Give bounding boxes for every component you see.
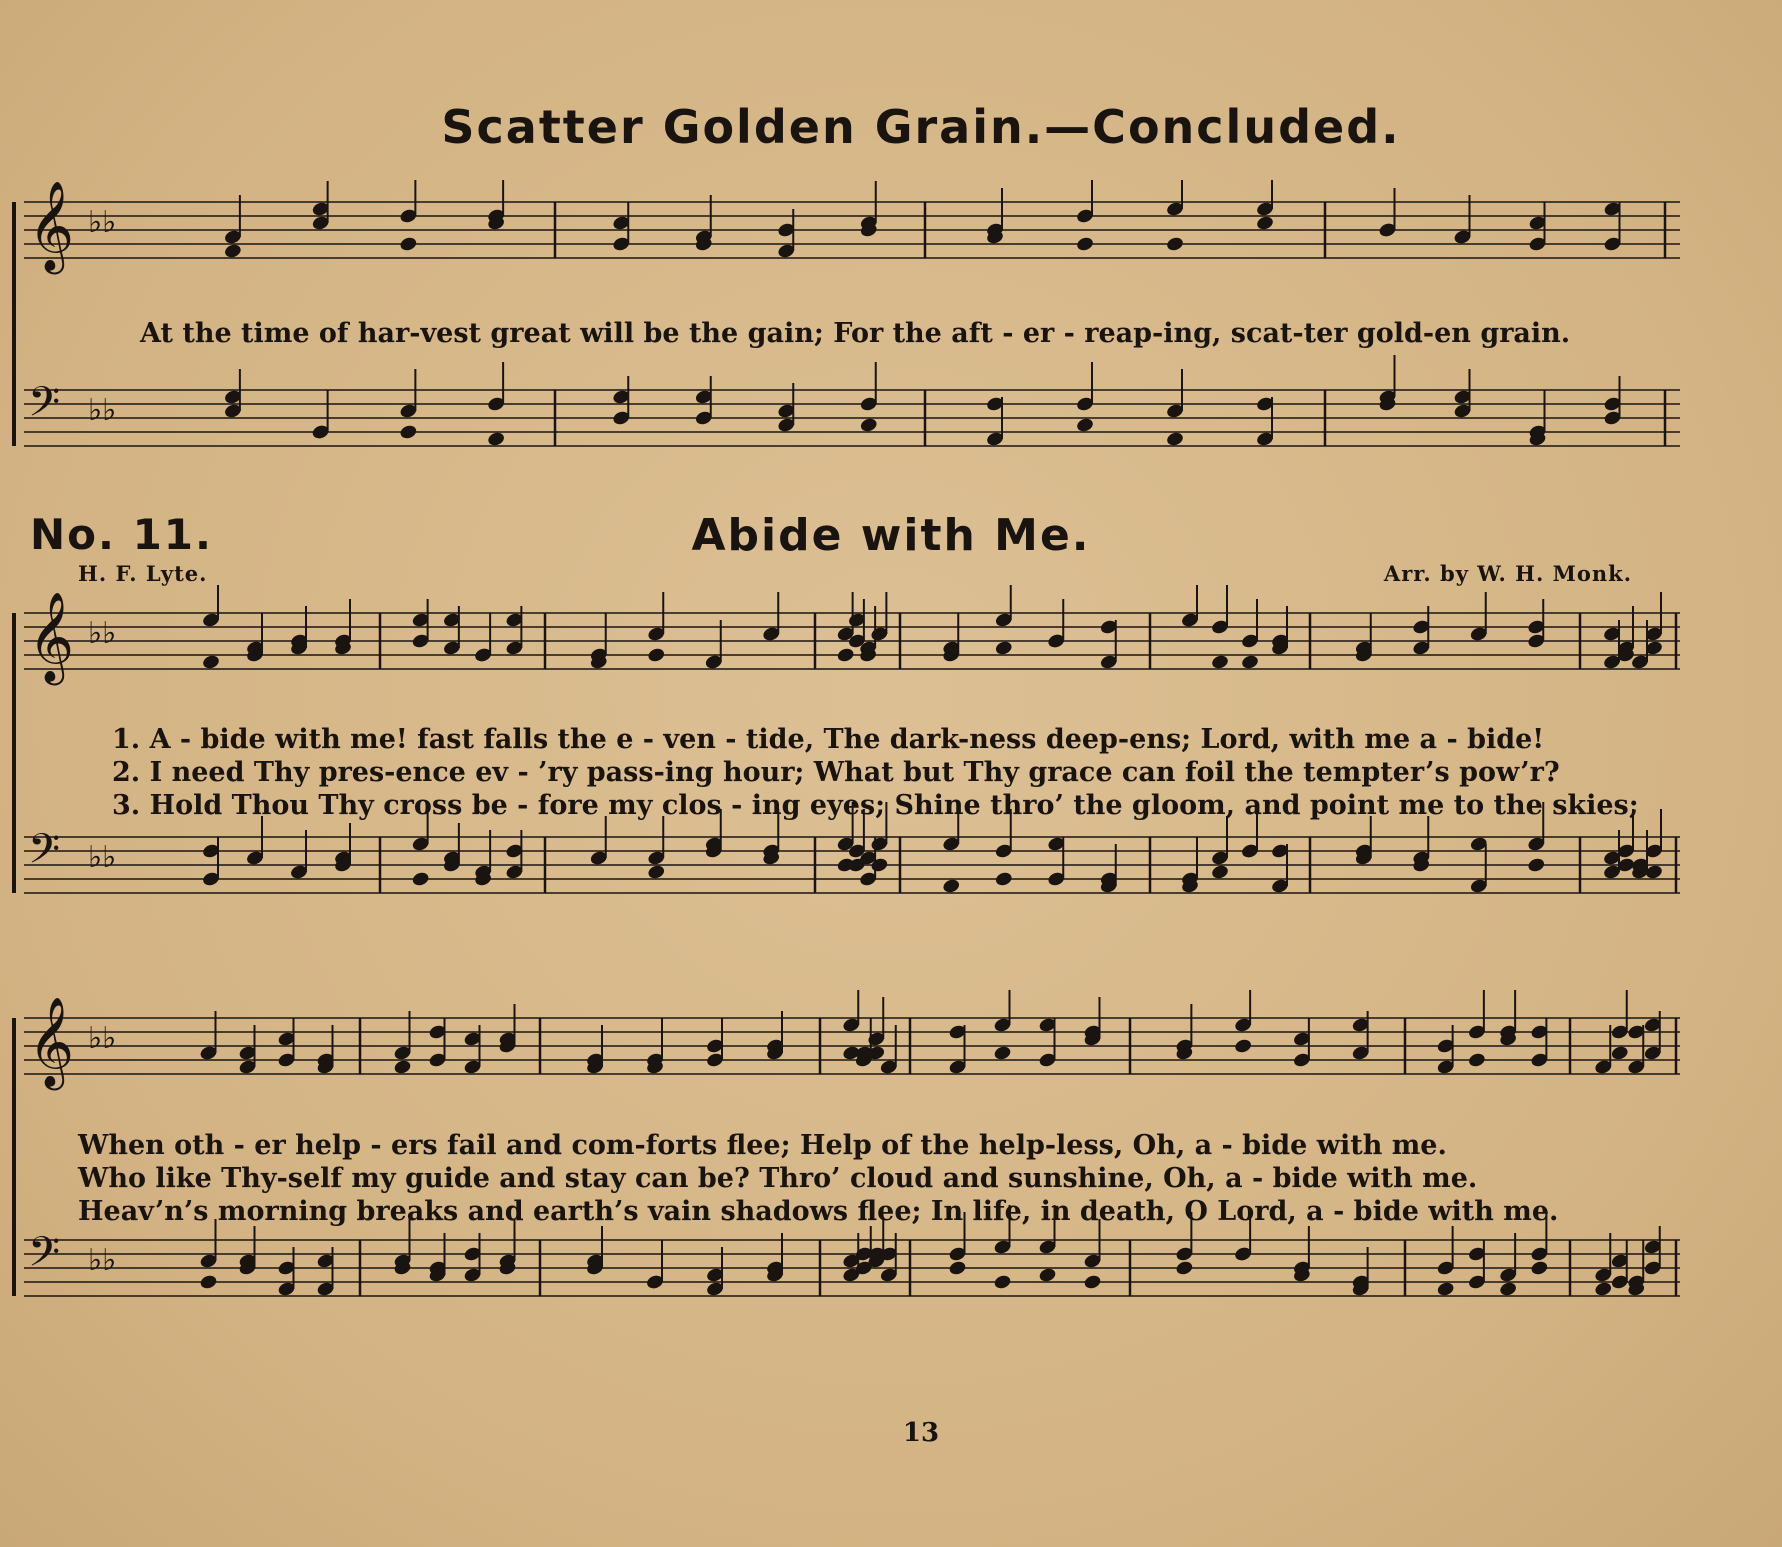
notehead [993,1045,1012,1062]
notehead [942,878,961,895]
verse-3-line-2: Heav’n’s morning breaks and earth’s vain shadows flee; In life, in death, O Lord, a - bide with me. [78,1196,1559,1227]
hymn-title: Abide with Me. [691,510,1091,561]
notehead [399,236,418,253]
notehead [1530,1260,1549,1277]
hymn-author: H. F. Lyte. [78,561,208,586]
treble-staff [24,990,1680,1091]
notehead [1038,1267,1057,1284]
bass-staff [24,355,1680,447]
notehead [1165,431,1184,448]
notehead [411,871,430,888]
treble-staff [24,585,1680,686]
key-signature-flats-icon: ♭♭ [88,205,117,240]
notehead [1175,1260,1194,1277]
verse-2-line-2: Who like Thy-self my guide and stay can be? Thro’ cloud and sunshine, Oh, a - bide with me. [78,1163,1478,1194]
notehead [199,1274,218,1291]
notehead [1083,1274,1102,1291]
key-signature-flats-icon: ♭♭ [88,616,117,651]
notehead [1075,236,1094,253]
treble-clef-icon: 𝄞 [28,592,75,682]
verse-1-line-2: When oth - er help - ers fail and com-forts flee; Help of the help-less, Oh, a - bide with me. [78,1130,1447,1161]
verse-2-line-1: 2. I need Thy pres-ence ev - ’ry pass-ing hour; What but Thy grace can foil the tempter’s pow’r? [112,757,1560,788]
notehead [1610,1045,1629,1062]
notehead [487,431,506,448]
notehead [1467,1052,1486,1069]
bass-clef-icon: 𝄢 [28,825,61,883]
notehead [223,243,242,260]
notehead [399,424,418,441]
key-signature-flats-icon: ♭♭ [88,1243,117,1278]
notehead [1210,864,1229,881]
notehead [994,640,1013,657]
notehead [393,1059,412,1076]
notehead [1436,1281,1455,1298]
continued-song-title: Scatter Golden Grain.—Concluded. [441,100,1401,154]
continued-song-lyrics: At the time of har-vest great will be the gain; For the aft - er - reap-ing, scat-ter gold-en grain. [140,318,1571,349]
bass-clef-icon: 𝄢 [28,1228,61,1286]
notehead [647,647,666,664]
notehead [1255,215,1274,232]
key-signature-flats-icon: ♭♭ [88,840,117,875]
notehead [994,871,1013,888]
treble-clef-icon: 𝄞 [28,181,75,271]
treble-staff [24,180,1680,275]
notehead [1594,1281,1613,1298]
hymn-arranger: Arr. by W. H. Monk. [1383,561,1632,586]
verse-3-line-1: 3. Hold Thou Thy cross be - fore my clos - ing eyes; Shine thro’ the gloom, and point me to the skies; [112,790,1639,821]
notehead [1527,857,1546,874]
notehead [859,417,878,434]
verse-1-line-1: 1. A - bide with me! fast falls the e - ven - tide, The dark-ness deep-ens; Lord, with me a - bide! [112,724,1545,755]
key-signature-flats-icon: ♭♭ [88,1021,117,1056]
notehead [201,654,220,671]
verse-lyrics-line-1 [112,723,1639,822]
page-number: 13 [902,1418,940,1448]
verse-lyrics-line-2 [78,1129,1558,1228]
notehead [993,1274,1012,1291]
notehead [948,1260,967,1277]
key-signature-flats-icon: ♭♭ [88,393,117,428]
notehead [1075,417,1094,434]
hymn-number: No. 11. [30,510,213,559]
notehead [836,647,855,664]
notehead [1234,1038,1253,1055]
treble-clef-icon: 𝄞 [28,997,75,1087]
bass-clef-icon: 𝄢 [28,378,61,436]
notehead [1240,654,1259,671]
notehead [1165,236,1184,253]
notehead [647,864,666,881]
notehead [1210,654,1229,671]
notehead [1499,1281,1518,1298]
